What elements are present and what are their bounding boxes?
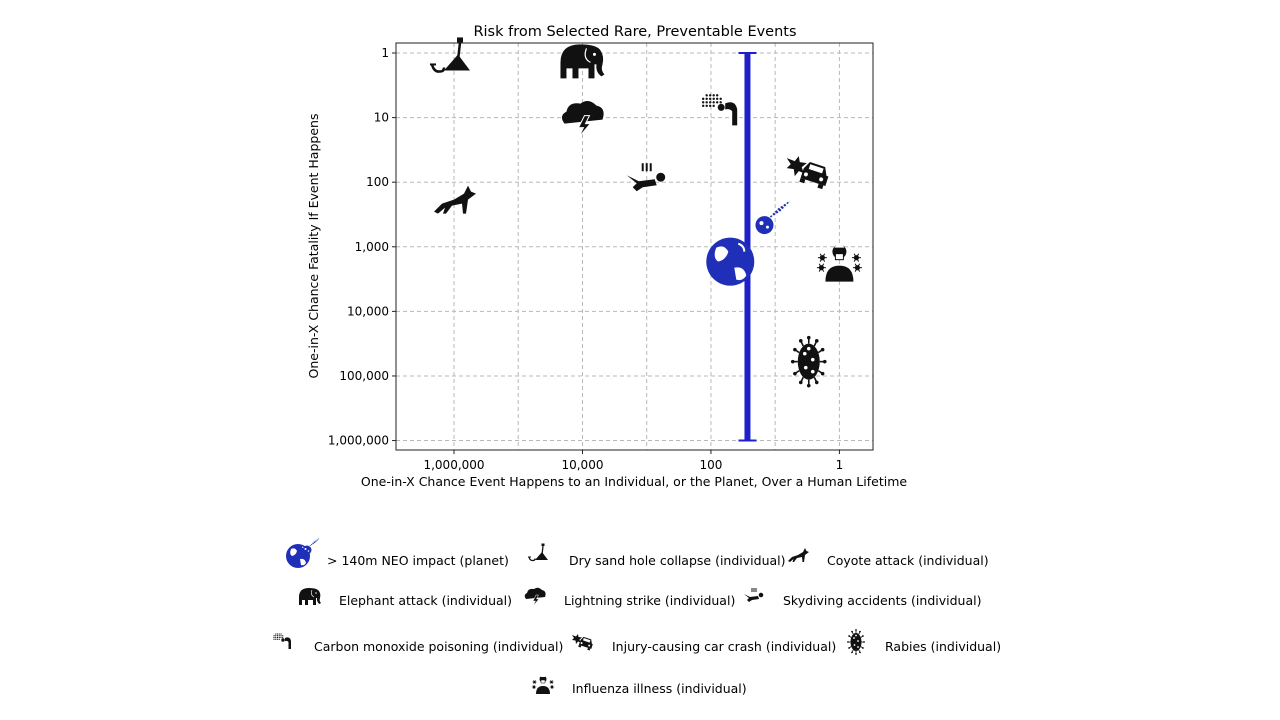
legend-item	[788, 548, 989, 568]
y-tick-label: 1	[381, 46, 389, 61]
x-tick-label: 1	[835, 458, 844, 472]
y-tick-label: 100,000	[339, 368, 389, 383]
car-crash-icon	[787, 156, 831, 190]
legend-item	[525, 588, 736, 608]
coyote-icon	[788, 548, 809, 562]
skydiver-icon	[744, 588, 763, 602]
legend-label: Skydiving accidents (individual)	[783, 593, 982, 608]
legend-item	[744, 588, 981, 608]
legend-item	[572, 634, 836, 654]
legend-label: Carbon monoxide poisoning (individual)	[314, 639, 564, 654]
earth-icon	[286, 538, 320, 568]
legend-label: Injury-causing car crash (individual)	[612, 639, 837, 654]
virus-icon	[791, 336, 827, 388]
y-tick-label: 1,000	[354, 239, 389, 254]
carbon-monoxide-icon	[702, 94, 737, 125]
x-tick-label: 100	[699, 458, 723, 472]
legend-item	[273, 633, 563, 654]
legend-item	[286, 538, 509, 568]
meteor-icon	[755, 201, 789, 234]
y-tick-label: 100	[366, 175, 389, 190]
x-axis-label: One-in-X Chance Event Happens to an Individual, or the Planet, Over a Human Lifetime	[360, 474, 908, 489]
y-tick-label: 10	[373, 110, 389, 125]
elephant-icon	[299, 588, 321, 605]
grid-lines	[396, 43, 873, 450]
carbon-monoxide-icon	[273, 633, 291, 649]
lightning-cloud-icon	[562, 101, 604, 138]
chart-title: Risk from Selected Rare, Preventable Events	[473, 24, 797, 40]
y-axis-label: One-in-X Chance Fatality If Event Happens	[306, 113, 321, 379]
legend-item	[532, 675, 747, 696]
shovel-sand-icon	[528, 544, 548, 561]
legend-label: Lightning strike (individual)	[564, 593, 736, 608]
lightning-cloud-icon	[525, 588, 546, 606]
x-tick-label: 1,000,000	[423, 458, 485, 472]
virus-icon	[847, 629, 865, 655]
legend-label: Rabies (individual)	[885, 639, 1002, 654]
y-tick-label: 10,000	[347, 304, 389, 319]
coyote-icon	[434, 186, 476, 214]
legend-label: Dry sand hole collapse (individual)	[569, 553, 786, 568]
influenza-person-icon	[532, 675, 555, 694]
legend-item	[528, 544, 786, 569]
legend-label: Coyote attack (individual)	[827, 553, 989, 568]
legend-label: Elephant attack (individual)	[339, 593, 512, 608]
legend-item	[847, 629, 1001, 655]
car-crash-icon	[572, 634, 594, 651]
y-tick-label: 1,000,000	[327, 433, 389, 448]
legend-item	[299, 588, 512, 608]
legend	[273, 538, 1001, 696]
data-marks	[430, 37, 862, 440]
skydiver-icon	[627, 163, 666, 191]
legend-label: > 140m NEO impact (planet)	[327, 553, 509, 568]
x-tick-label: 10,000	[561, 458, 604, 472]
earth-icon	[706, 238, 754, 286]
legend-label: Influenza illness (individual)	[572, 681, 747, 696]
